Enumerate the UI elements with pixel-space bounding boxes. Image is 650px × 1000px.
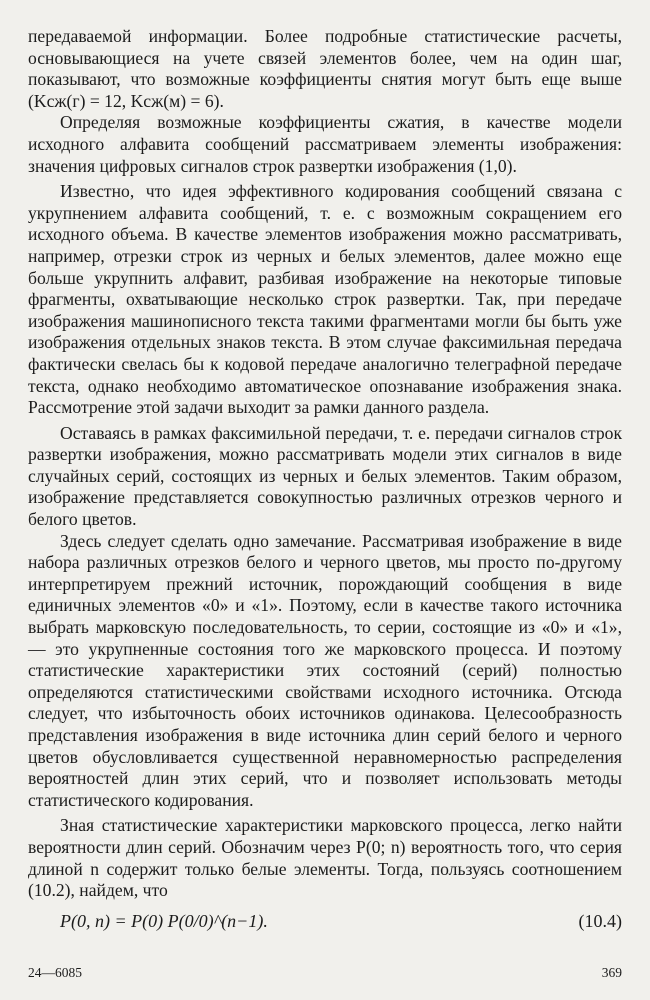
paragraph-4: Оставаясь в рамках факсимильной передачи, т. е. передачи сигналов строк развертки изображения, можно рассматривать модели этих сигналов в виде случайных серий, состоящих из черных и белых элементов. Таким образом, изображение представляется совокупностью различных отрезков черного и белого цветов. <box>28 422 622 530</box>
paragraph-3: Известно, что идея эффективного кодирования сообщений связана с укрупнением алфавита сообщений, т. е. с возможным сокращением его исходного объема. В качестве элементов изображения можно рассматривать, например, отрезки строк из черных и белых элементов, далее можно еще больше укрупнить алфавит, разбивая изображение на некоторые типовые фрагменты, охватывающие несколько строк развертки. Так, при передаче изображения машинописного текста такими фрагментами могли бы быть уже изображения отдельных знаков текста. В этом случае факсимильная передача фактически свелась бы к кодовой передаче аналогично телеграфной передаче текста, однако необходимо автоматическое опознавание изображения знака. Рассмотрение этой задачи выходит за рамки данного раздела. <box>28 181 622 418</box>
equation-number: (10.4) <box>578 911 622 931</box>
page-number: 369 <box>601 965 622 980</box>
paragraph-5: Здесь следует сделать одно замечание. Рассматривая изображение в виде набора различных отрезков белого и черного цветов, мы просто по-другому интерпретируем прежний источник, порождающий сообщения в виде единичных элементов «0» и «1». Поэтому, если в качестве такого источника выбрать марковскую последовательность, то серии, состоящие из «0» и «1», — это укрупненные состояния того же марковского процесса. И поэтому статистические характеристики этих состояний (серий) полностью определяются статистическими свойствами исходного источника. Отсюда следует, что избыточность обоих источников одинакова. Целесообразность представления изображения в виде источника длин серий белого и черного цветов обусловливается существенной неравномерностью распределения вероятностей длин этих серий, что и позволяет использовать методы статистического кодирования. <box>28 530 622 810</box>
printer-signature: 24—6085 <box>28 965 82 980</box>
equation-expression: P(0, n) = P(0) P(0/0)^(n−1). <box>60 911 268 931</box>
paragraph-2: Определяя возможные коэффициенты сжатия, в качестве модели исходного алфавита сообщений рассматриваем элементы изображения: значения цифровых сигналов строк развертки изображения (1,0). <box>28 112 622 176</box>
equation-10-4 <box>60 909 622 933</box>
body-text <box>28 26 622 902</box>
paragraph-1: передаваемой информации. Более подробные статистические расчеты, основывающиеся на учете связей элементов более, чем на один шаг, показывают, что возможные коэффициенты снятия могут быть еще выше (Kсж(г) = 12, Kсж(м) = 6). <box>28 26 622 111</box>
paragraph-6: Зная статистические характеристики марковского процесса, легко найти вероятности длин серий. Обозначим через P(0; n) вероятность того, что серия длиной n содержит только белые элементы. Тогда, пользуясь соотношением (10.2), найдем, что <box>28 815 622 901</box>
